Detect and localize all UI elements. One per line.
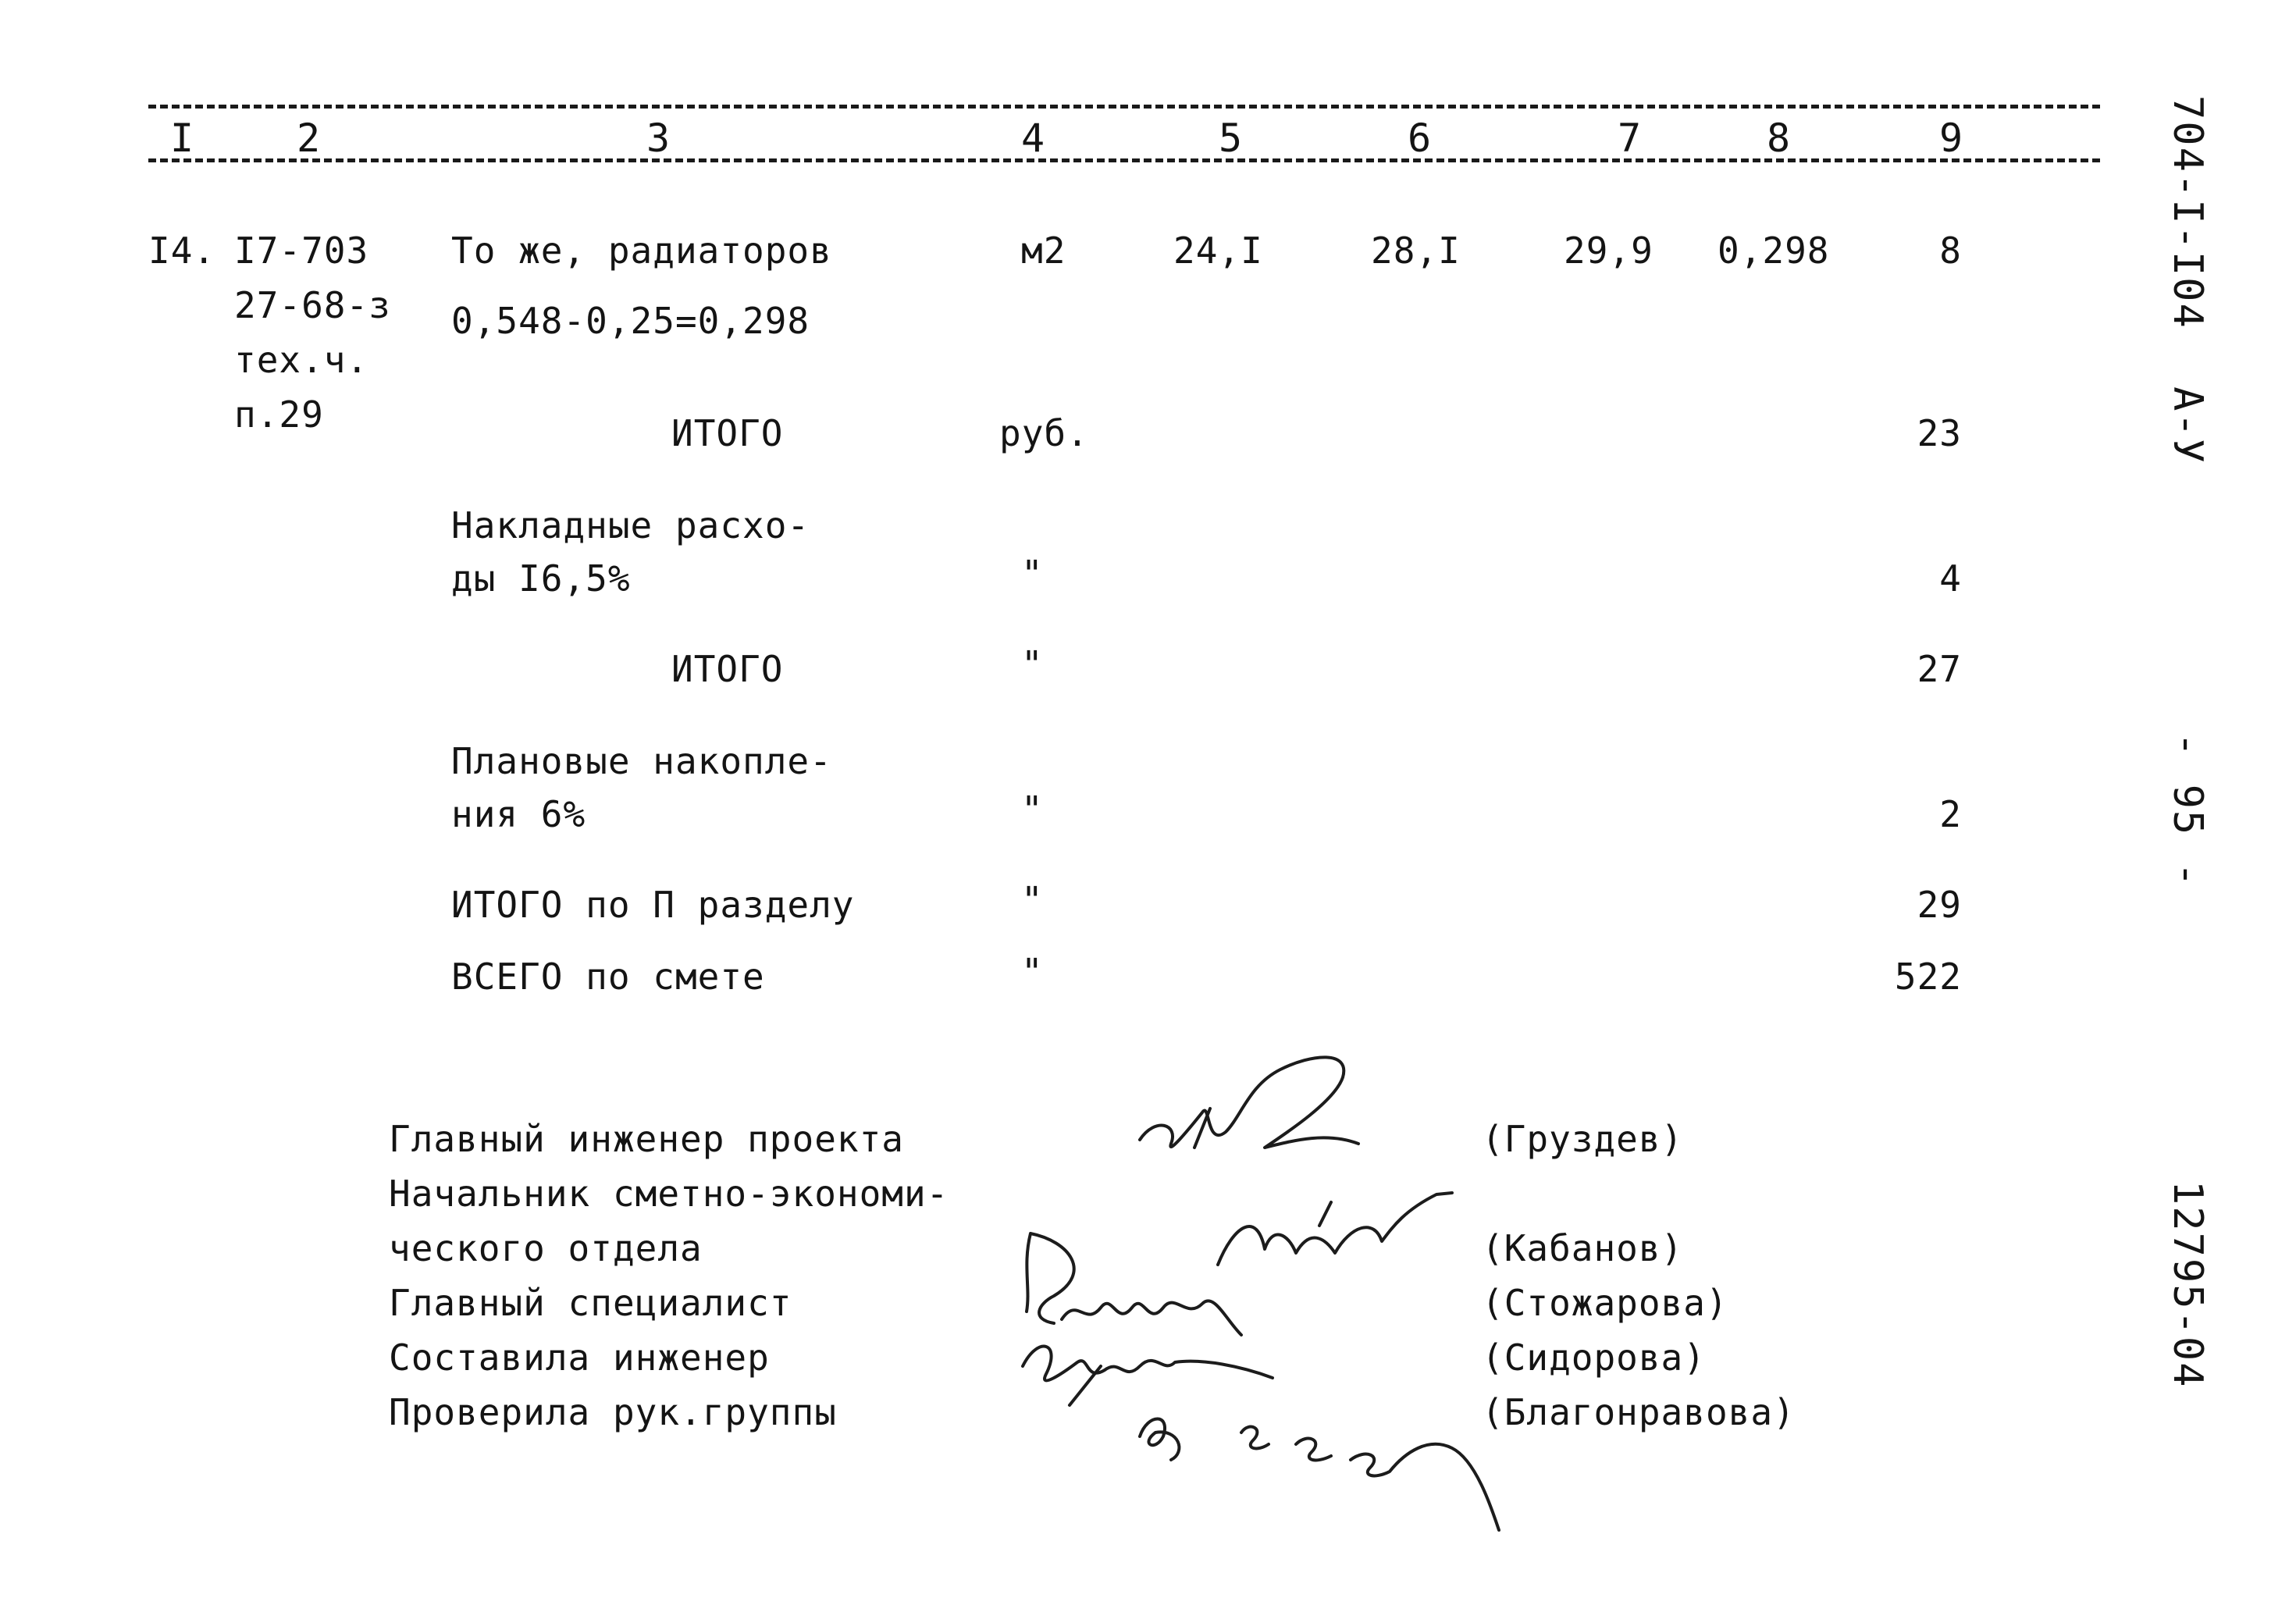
total-6-unit: "	[1021, 951, 1044, 993]
col-header-2: 2	[297, 116, 321, 161]
total-5-label: ИТОГО по П разделу	[451, 884, 855, 926]
signature-gruzdev	[1124, 1038, 1390, 1171]
sign-role-dept-head-line-1: Начальник сметно-экономи-	[389, 1173, 949, 1215]
col-header-9: 9	[1939, 116, 1963, 161]
item-ref-line-4: п.29	[234, 393, 324, 436]
item-col-6: 28,I	[1371, 230, 1461, 272]
item-col-5: 24,I	[1173, 230, 1263, 272]
total-3-value: 27	[1917, 648, 1962, 690]
total-5-unit: "	[1021, 879, 1044, 921]
col-header-6: 6	[1408, 116, 1432, 161]
item-formula: 0,548-0,25=0,298	[451, 300, 810, 342]
col-header-7: 7	[1618, 116, 1642, 161]
total-1-unit: руб.	[999, 412, 1089, 454]
total-5-value: 29	[1917, 884, 1962, 926]
total-4-label-line-1: Плановые накопле-	[451, 740, 832, 782]
stamp-inventory-number: 12795-04	[2164, 1180, 2211, 1389]
item-col-8: 0,298	[1718, 230, 1830, 272]
item-ref-line-3: тех.ч.	[234, 339, 369, 381]
item-ref-line-2: 27-68-з	[234, 284, 391, 326]
total-4-label-line-2: ния 6%	[451, 793, 586, 835]
total-2-label-line-1: Накладные расхо-	[451, 504, 810, 546]
sign-name-blagonravova: (Благонравова)	[1482, 1391, 1796, 1433]
header-rule-bottom	[148, 158, 2100, 162]
total-3-label: ИТОГО	[671, 648, 784, 690]
total-6-label: ВСЕГО по смете	[451, 956, 765, 998]
total-2-unit: "	[1021, 553, 1044, 595]
stamp-doc-code	[2164, 95, 2211, 464]
item-name: То же, радиаторов	[451, 230, 832, 272]
stamp-page-number: - 95 -	[2164, 732, 2211, 888]
sign-name-stozharova: (Стожарова)	[1482, 1282, 1728, 1324]
total-6-value: 522	[1894, 956, 1962, 998]
col-header-1: I	[170, 116, 194, 161]
total-2-label-line-2: ды I6,5%	[451, 557, 631, 600]
total-4-unit: "	[1021, 788, 1044, 831]
col-header-5: 5	[1219, 116, 1243, 161]
signature-blagonravova	[1124, 1390, 1515, 1546]
sign-name-kabanov: (Кабанов)	[1482, 1227, 1684, 1269]
sign-role-group-head: Проверила рук.группы	[389, 1391, 837, 1433]
sign-role-chief-engineer: Главный инженер проекта	[389, 1118, 904, 1160]
item-unit: м2	[1021, 230, 1066, 272]
total-4-value: 2	[1939, 793, 1962, 835]
sign-role-dept-head-line-2: ческого отдела	[389, 1227, 703, 1269]
header-rule-top	[148, 105, 2100, 109]
sign-name-gruzdev: (Груздев)	[1482, 1118, 1684, 1160]
album-text: А-У	[2164, 386, 2211, 464]
sign-role-engineer: Составила инженер	[389, 1336, 770, 1379]
item-col-7: 29,9	[1564, 230, 1653, 272]
item-col-9: 8	[1939, 230, 1962, 272]
doc-code-text: 704-I-I04	[2164, 95, 2211, 329]
total-2-value: 4	[1939, 557, 1962, 600]
item-ref-line-1: I7-703	[234, 230, 369, 272]
sign-name-sidorova: (Сидорова)	[1482, 1336, 1706, 1379]
total-1-label: ИТОГО	[671, 412, 784, 454]
total-1-value: 23	[1917, 412, 1962, 454]
total-3-unit: "	[1021, 643, 1044, 685]
col-header-4: 4	[1021, 116, 1045, 161]
col-header-8: 8	[1767, 116, 1791, 161]
item-number: I4.	[148, 230, 216, 272]
sign-role-chief-specialist: Главный специалист	[389, 1282, 792, 1324]
col-header-3: 3	[646, 116, 671, 161]
